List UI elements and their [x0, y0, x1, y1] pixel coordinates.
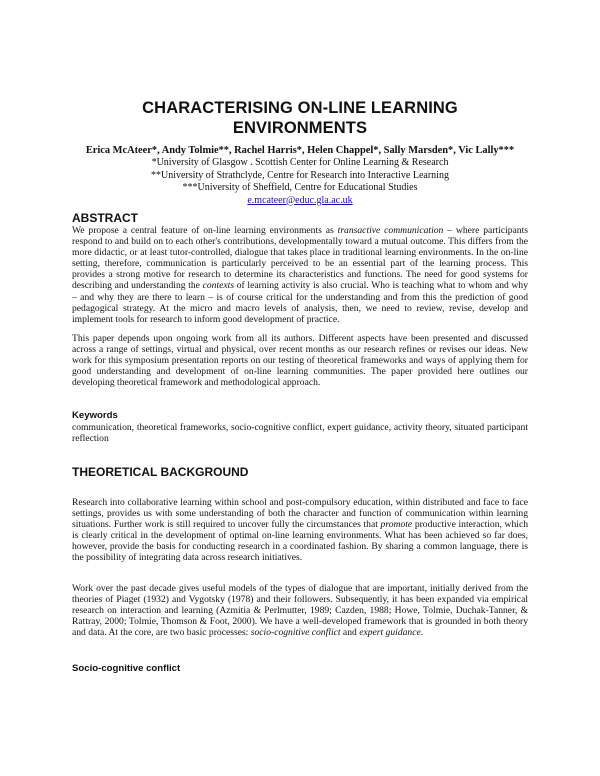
- background-paragraph-1: Research into collaborative learning within school and post-compulsory education, within distributed and face to face settings, provides us with some understanding of both the character and function of communication within learning situations. Further work is still required to uncover fully the circumstances that promote productive interaction, which is clearly critical in the development of optimal on-line learning environments. What has been achieved so far does, however, provide the basis for conducting research in a coordinated fashion. By sharing a common language, there is the possibility of integrating data across research initiatives.: [72, 497, 528, 564]
- emphasis-promote: promote: [380, 519, 413, 531]
- socio-cognitive-conflict-heading: Socio-cognitive conflict: [72, 663, 181, 674]
- abstract-heading: ABSTRACT: [72, 211, 138, 225]
- keywords-heading: Keywords: [72, 410, 118, 421]
- abstract-paragraph-2: This paper depends upon ongoing work from all its authors. Different aspects have been presented and discussed across a range of settings, virtual and physical, over recent months as our research refines or revises our ideas. New work for this symposium presentation reports on our testing of theoretical frameworks and ways of applying them for good understanding and development of on-line learning communities. The paper provided here outlines our developing theoretical framework and methodological approach.: [72, 333, 528, 389]
- title-line-2: ENVIRONMENTS: [232, 119, 368, 137]
- email-link[interactable]: e.mcateer@educ.gla.ac.uk: [247, 194, 353, 206]
- affiliation-strathclyde: **University of Strathclyde, Centre for Research into Interactive Learning: [151, 169, 449, 181]
- paper-title: [72, 98, 528, 138]
- emphasis-contexts: contexts: [202, 280, 235, 292]
- affiliation-sheffield: ***University of Sheffield, Centre for Educational Studies: [182, 182, 418, 193]
- email-row: [72, 195, 528, 208]
- theoretical-background-heading: THEORETICAL BACKGROUND: [72, 465, 249, 479]
- emphasis-expert-guidance: expert guidance: [359, 627, 421, 639]
- emphasis-transactive: transactive communication: [337, 225, 444, 236]
- keywords-text: communication, theoretical frameworks, socio-cognitive conflict, expert guidance, activity theory, situated participant reflection: [72, 422, 528, 445]
- background-paragraph-2: Work over the past decade gives useful models of the types of dialogue that are important, initially derived from the theories of Piaget (1932) and Vygotsky (1978) and their followers. Subsequently, it has been expanded via empirical research on interaction and learning (Azmitia & Perlmutter, 1989; Cazden, 1988; Howe, Tolmie, Duchak-Tanner, & Rattray, 2000; Tolmie, Thomson & Foot, 2000). We have a well-developed framework that is grounded in both theory and data. At the core, are two basic processes: socio-cognitive conflict and expert guidance.: [72, 583, 528, 639]
- abstract-paragraph-1: We propose a central feature of on-line learning environments as transactive communication – where participants respond to and build on to each other's contributions, developmentally toward a mutual outcome. This differs from the more didactic, or at least tutor-controlled, dialogue that takes place in traditional learning environments. In the on-line setting, therefore, communication is particularly perceived to be an essential part of the learning process. This provides a strong motive for research to determine its characteristics and functions. The need for good systems for describing and understanding the contexts of learning activity is also crucial. Who is teaching what to whom and why – and why they are there to learn – is of course critical for the understanding and from this the prediction of good pedagogical strategy. At the micro and macro levels of analysis, then, we need to review, revise, develop and implement tools for research to inform good development of practice.: [72, 225, 528, 325]
- author-list: Erica McAteer*, Andy Tolmie**, Rachel Harris*, Helen Chappel*, Sally Marsden*, Vic Lally***: [85, 145, 515, 156]
- emphasis-socio-cognitive: socio-cognitive conflict: [250, 627, 341, 639]
- title-line-1: CHARACTERISING ON-LINE LEARNING: [142, 99, 458, 117]
- affiliation-glasgow: *University of Glasgow . Scottish Center for Online Learning & Research: [151, 157, 449, 168]
